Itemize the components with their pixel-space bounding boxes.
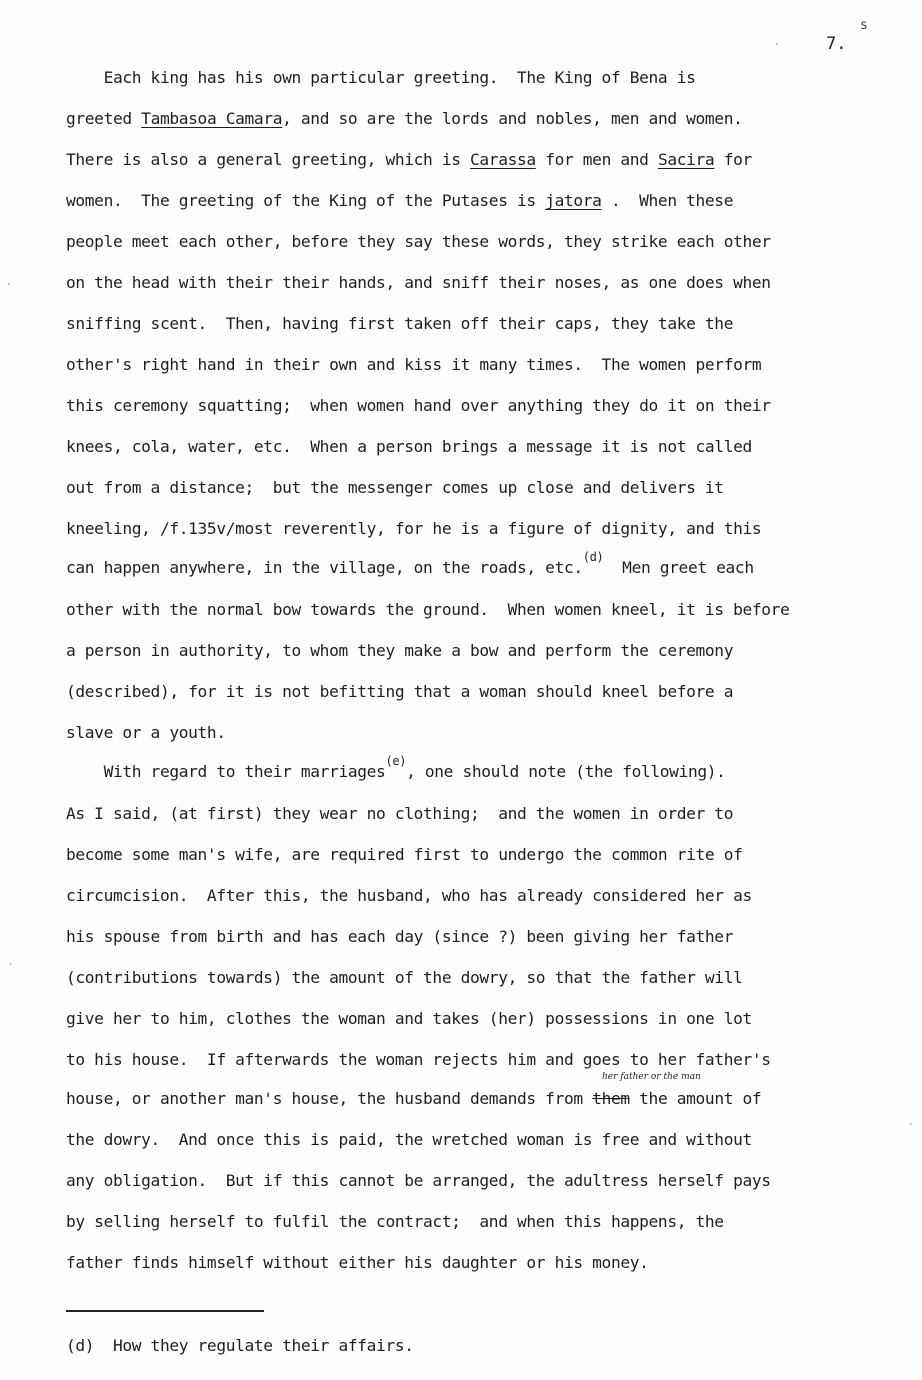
text-run: his spouse from birth and has each day (since ?) been giving her father: [66, 927, 734, 946]
text-line: [66, 641, 733, 661]
text-line: [66, 1009, 752, 1029]
text-run: (described), for it is not befitting that a woman should kneel before a: [66, 682, 734, 701]
text-line: [66, 478, 724, 498]
text-run: a person in authority, to whom they make a bow and perform the ceremony: [66, 641, 734, 660]
underlined-term: Tambasoa Camara: [141, 109, 283, 128]
text-run: any obligation. But if this cannot be arranged, the adultress herself pays: [66, 1171, 771, 1190]
text-run: other's right hand in their own and kiss it many times. The women perform: [66, 355, 762, 374]
text-run: people meet each other, before they say these words, they strike each other: [66, 232, 771, 251]
text-run: . When these: [601, 191, 734, 210]
text-line: [66, 1253, 649, 1273]
text-run: can happen anywhere, in the village, on the roads, etc.: [66, 558, 583, 577]
text-run: other with the normal bow towards the ground. When women kneel, it is before: [66, 600, 790, 619]
text-line: [66, 273, 771, 293]
text-line: [66, 1050, 771, 1070]
text-line: [66, 600, 789, 620]
text-run: , and so are the lords and nobles, men and women.: [282, 109, 743, 128]
text-run: to his house. If afterwards the woman rejects him and goes to her father's: [66, 1050, 771, 1069]
text-line: [66, 804, 733, 824]
scan-speck: ·: [774, 40, 780, 50]
text-line: [66, 886, 752, 906]
footnote-marker: (d): [582, 550, 604, 564]
footnote-rule: [66, 1310, 264, 1312]
text-run: As I said, (at first) they wear no clothing; and the women in order to: [66, 804, 734, 823]
underlined-term: jatora: [545, 191, 602, 210]
text-run: the dowry. And once this is paid, the wretched woman is free and without: [66, 1130, 752, 1149]
text-run: on the head with their their hands, and sniff their noses, as one does when: [66, 273, 771, 292]
scan-speck: ·: [8, 960, 14, 970]
text-run: slave or a youth.: [66, 723, 226, 742]
text-run: women. The greeting of the King of the Putases is: [66, 191, 546, 210]
struck-word: them: [592, 1089, 630, 1108]
text-run: Men greet each: [603, 558, 754, 577]
text-run: , one should note (the following).: [406, 762, 726, 781]
text-line: [66, 1130, 752, 1150]
text-run: become some man's wife, are required first to undergo the common rite of: [66, 845, 743, 864]
text-run: this ceremony squatting; when women hand over anything they do it on their: [66, 396, 771, 415]
handwritten-insert: her father or the man: [602, 1072, 701, 1082]
text-line: [66, 723, 226, 743]
text-line: [66, 550, 754, 579]
underlined-term: Sacira: [657, 150, 715, 169]
text-run: father finds himself without either his daughter or his money.: [66, 1253, 649, 1272]
text-run: circumcision. After this, the husband, who has already considered her as: [66, 886, 752, 905]
text-line: [66, 396, 771, 416]
page-number: 7.: [826, 34, 847, 54]
text-line: [66, 355, 761, 375]
text-run: sniffing scent. Then, having first taken off their caps, they take the: [66, 314, 734, 333]
text-line: [66, 519, 761, 539]
text-run: for men and: [535, 150, 658, 169]
text-line: [66, 437, 752, 457]
text-line: [66, 682, 733, 702]
scan-speck: ·: [6, 280, 12, 290]
text-line: [66, 150, 752, 170]
text-run: kneeling, /f.135v/most reverently, for he is a figure of dignity, and this: [66, 519, 762, 538]
text-line: [66, 109, 743, 129]
text-line: [66, 968, 743, 988]
corner-mark: s: [860, 18, 868, 33]
text-run: house, or another man's house, the husband demands from: [66, 1089, 593, 1108]
text-run: greeted: [66, 109, 142, 128]
text-run: (contributions towards) the amount of the dowry, so that the father will: [66, 968, 743, 987]
text-run: knees, cola, water, etc. When a person brings a message it is not called: [66, 437, 752, 456]
text-run: With regard to their marriages: [66, 762, 386, 781]
text-line: [66, 314, 733, 334]
text-run: Each king has his own particular greeting. The King of Bena is: [66, 68, 696, 87]
text-run: by selling herself to fulfil the contract; and when this happens, the: [66, 1212, 724, 1231]
text-line: [66, 927, 733, 947]
text-run: out from a distance; but the messenger comes up close and delivers it: [66, 478, 724, 497]
text-run: There is also a general greeting, which is: [66, 150, 471, 169]
text-line: [66, 232, 771, 252]
text-run: the amount of: [629, 1089, 762, 1108]
scan-speck: ·: [908, 1120, 914, 1130]
text-line: [66, 1089, 761, 1109]
underlined-term: Carassa: [470, 150, 536, 169]
text-line: [66, 754, 726, 783]
text-line: [66, 1212, 724, 1232]
text-line: [66, 191, 733, 211]
text-line: [66, 1171, 771, 1191]
footnote-marker: (e): [385, 754, 407, 768]
text-run: for: [714, 150, 752, 169]
text-line: [66, 68, 696, 88]
footnote: (d) How they regulate their affairs.: [66, 1336, 414, 1355]
text-line: [66, 845, 743, 865]
text-run: give her to him, clothes the woman and takes (her) possessions in one lot: [66, 1009, 752, 1028]
